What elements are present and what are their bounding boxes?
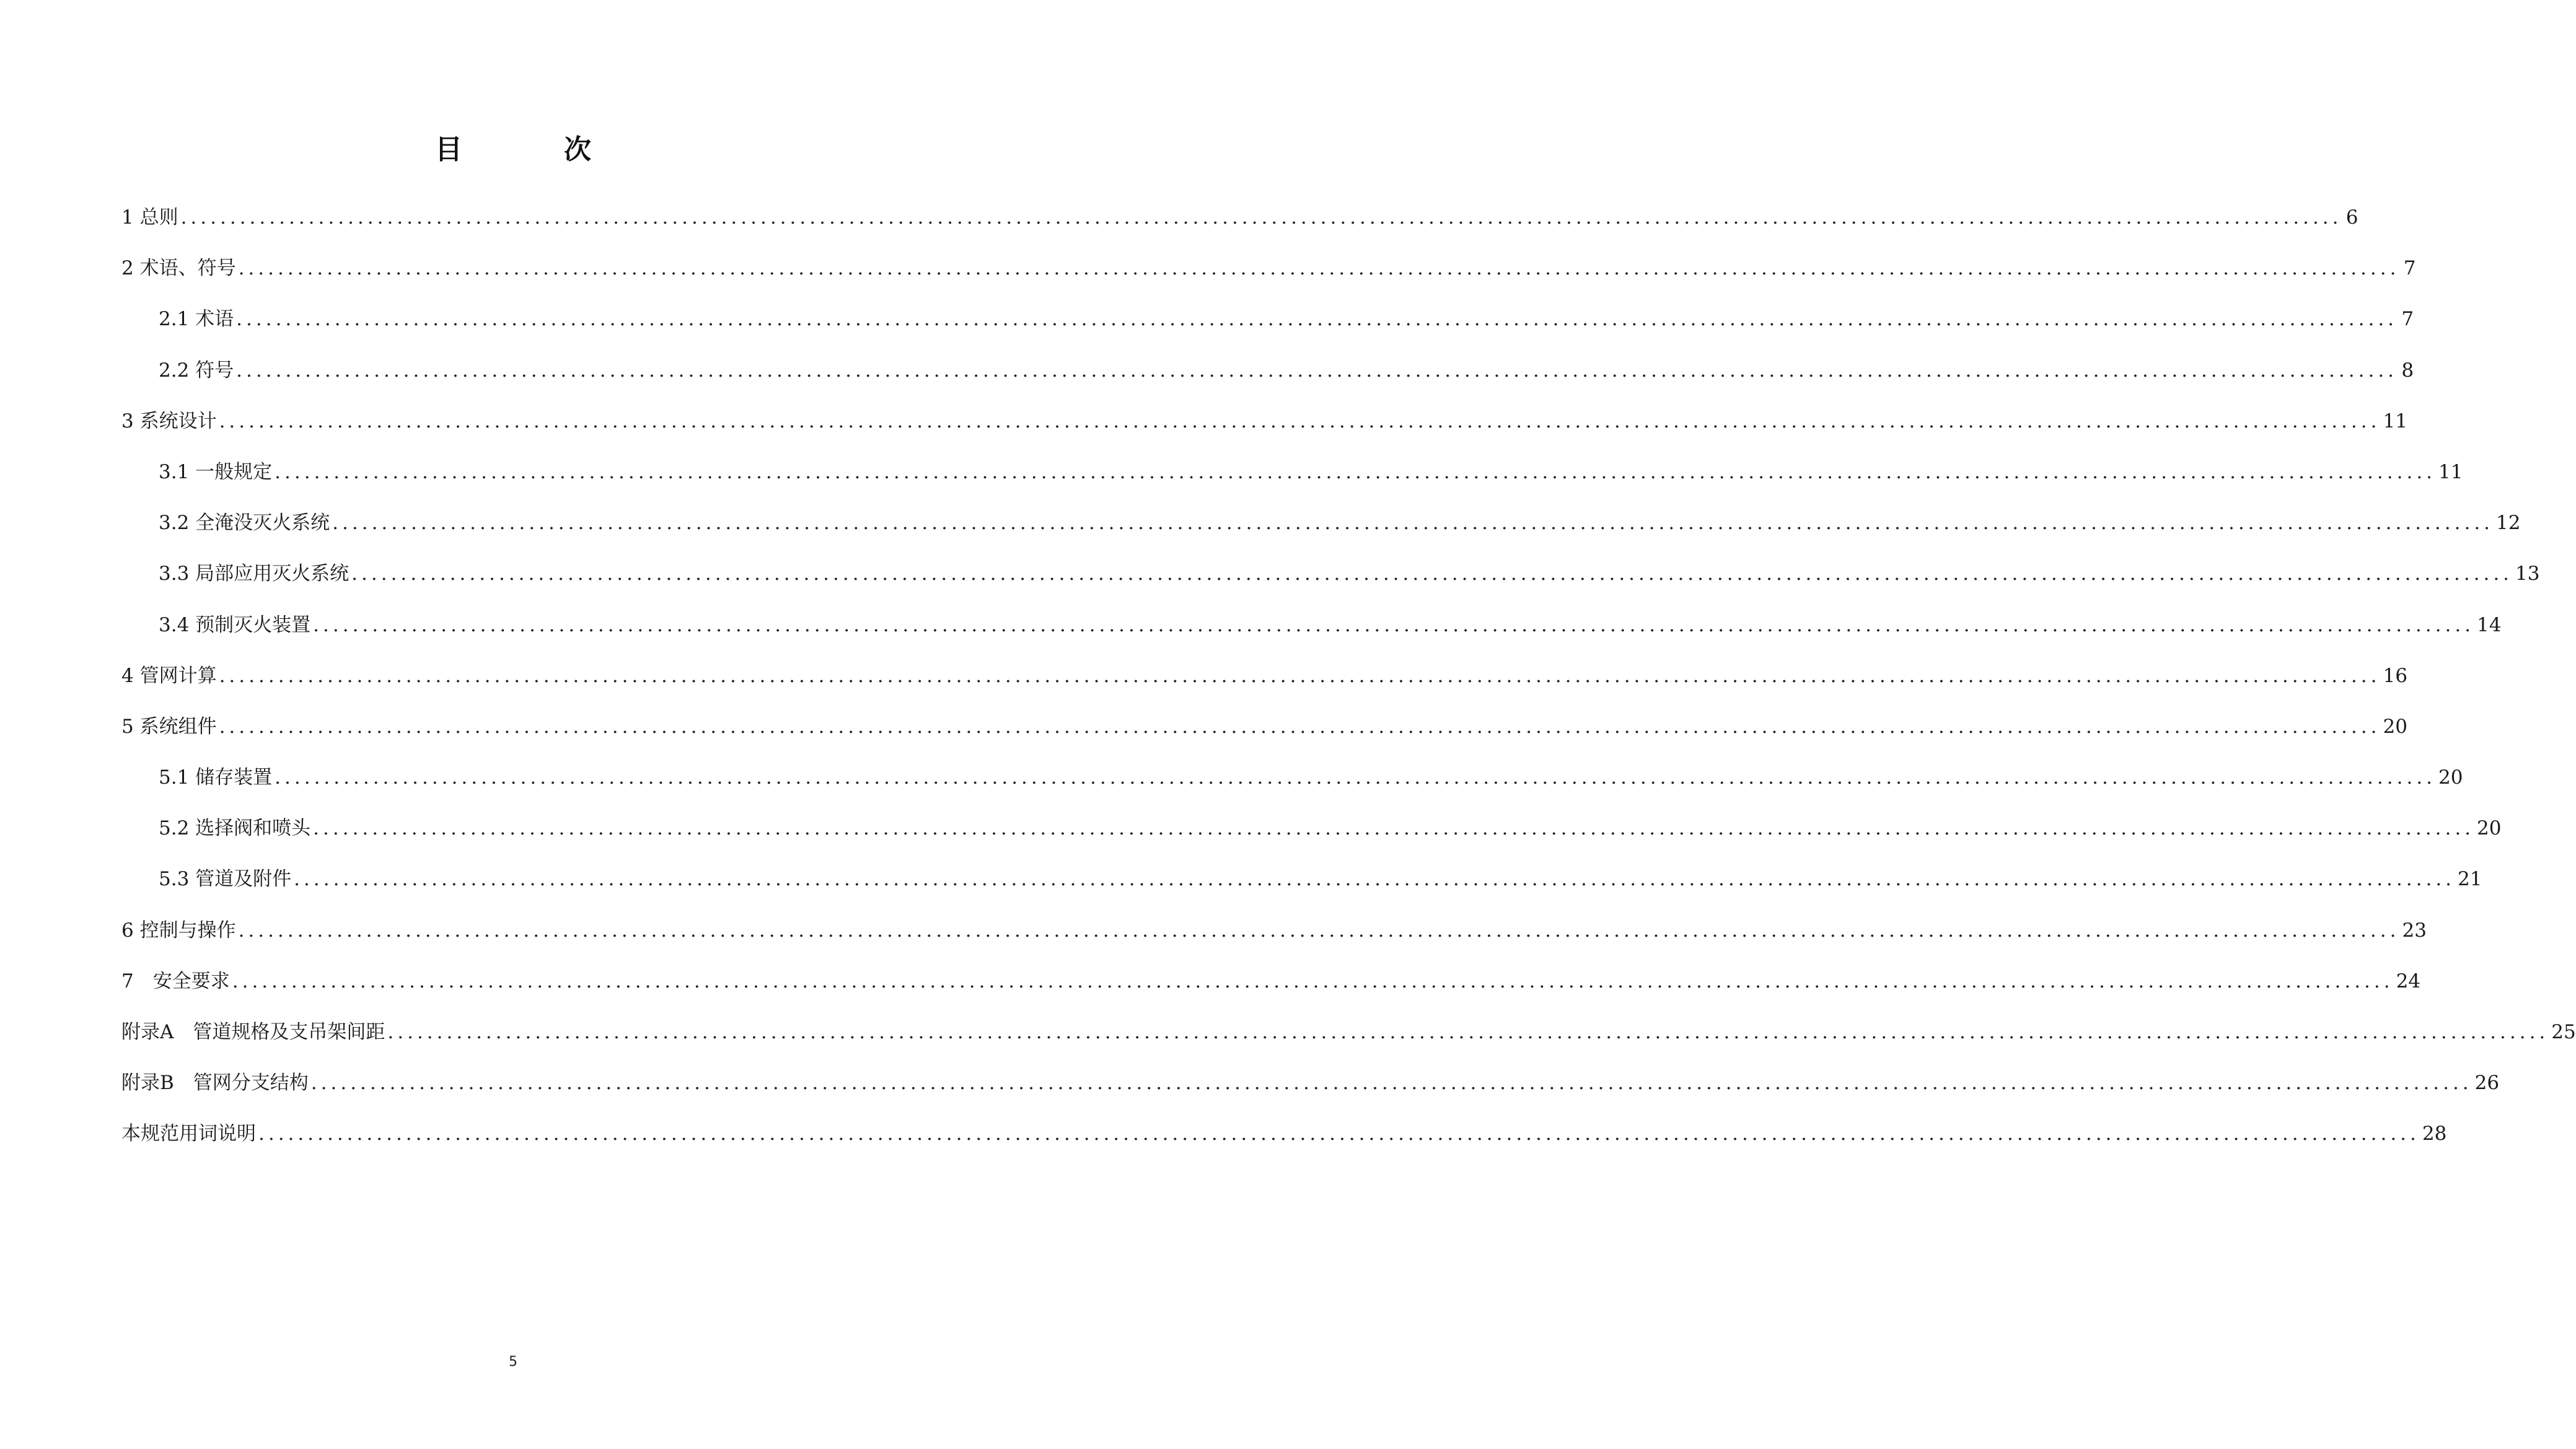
toc-entry-label: 2 术语、符号 [121, 257, 236, 280]
toc-entry[interactable] [121, 294, 2414, 344]
toc-entry-label: 3.3 局部应用灭火系统 [159, 563, 349, 585]
toc-entry-page: 23 [2402, 919, 2427, 942]
toc-leader-dots: ............................................................................................................................................................................................................................ [219, 715, 2381, 738]
toc-entry-label: 5 系统组件 [121, 715, 217, 738]
toc-entry-label: 5.1 储存装置 [159, 766, 273, 789]
toc-entry-label: 5.2 选择阀和喷头 [159, 817, 311, 840]
toc-entry[interactable] [121, 396, 2407, 447]
toc-entry-label: 1 总则 [121, 206, 178, 229]
toc-entry-label: 3.4 预制灭火装置 [159, 613, 311, 636]
toc-entry[interactable] [121, 447, 2463, 497]
toc-entry-label: 4 管网计算 [121, 664, 217, 687]
toc-leader-dots: ............................................................................................................................................................................................................................ [236, 308, 2398, 331]
toc-entry[interactable] [121, 956, 2421, 1007]
toc-leader-dots: ............................................................................................................................................................................................................................ [313, 613, 2475, 636]
toc-leader-dots: ............................................................................................................................................................................................................................ [351, 563, 2513, 585]
toc-entry[interactable] [121, 600, 2502, 650]
toc-entry-page: 25 [2551, 1021, 2576, 1043]
toc-leader-dots: ............................................................................................................................................................................................................................ [238, 257, 2400, 280]
toc-entry[interactable] [121, 192, 2358, 243]
toc-entry[interactable] [121, 650, 2407, 701]
toc-entry[interactable] [121, 1057, 2500, 1108]
toc-title: 目 次 [435, 134, 628, 165]
toc-entry-page: 13 [2515, 563, 2540, 585]
toc-entry-label: 3 系统设计 [121, 409, 217, 432]
toc-entry-page: 16 [2383, 664, 2407, 687]
toc-entry-page: 20 [2477, 817, 2502, 840]
toc-entry-page: 21 [2458, 868, 2482, 891]
toc-entry-label: 2.2 符号 [159, 359, 234, 382]
toc-entry-page: 20 [2383, 715, 2407, 738]
toc-entry-label: 附录A 管道规格及支吊架间距 [121, 1021, 385, 1043]
toc-leader-dots: ............................................................................................................................................................................................................................ [236, 359, 2398, 382]
toc-entry-page: 7 [2403, 257, 2416, 280]
toc-entry-page: 6 [2345, 206, 2358, 229]
toc-entry-page: 28 [2422, 1123, 2447, 1145]
toc-entry[interactable] [121, 548, 2540, 599]
toc-entry-label: 本规范用词说明 [121, 1123, 256, 1145]
toc-entry-page: 11 [2438, 460, 2463, 483]
toc-entry[interactable] [121, 243, 2416, 294]
toc-entry-page: 7 [2401, 308, 2414, 331]
toc-entry[interactable] [121, 701, 2407, 752]
toc-leader-dots: ............................................................................................................................................................................................................................ [219, 664, 2381, 687]
toc-entry-label: 3.2 全淹没灭火系统 [159, 512, 330, 535]
toc-entry-page: 24 [2396, 970, 2421, 992]
toc-entry[interactable] [121, 497, 2521, 548]
toc-entry-page: 8 [2401, 359, 2414, 382]
toc-entry-label: 3.1 一般规定 [159, 460, 273, 483]
toc-leader-dots: ............................................................................................................................................................................................................................ [232, 970, 2394, 992]
toc-entry[interactable] [121, 752, 2463, 803]
toc-entry[interactable] [121, 1108, 2447, 1159]
toc-entry[interactable] [121, 854, 2482, 904]
toc-entry-page: 14 [2477, 613, 2502, 636]
toc-entry-label: 5.3 管道及附件 [159, 868, 292, 891]
toc-entry-label: 2.1 术语 [159, 308, 234, 331]
toc-entry-label: 附录B 管网分支结构 [121, 1072, 309, 1095]
toc-list [121, 192, 2576, 1160]
page-number: 5 [509, 1354, 517, 1370]
toc-leader-dots: ............................................................................................................................................................................................................................ [275, 766, 2437, 789]
toc-leader-dots: ............................................................................................................................................................................................................................ [294, 868, 2456, 891]
toc-entry[interactable] [121, 345, 2414, 396]
toc-entry-label: 7 安全要求 [121, 970, 230, 992]
toc-entry-label: 6 控制与操作 [121, 919, 236, 942]
toc-leader-dots: ............................................................................................................................................................................................................................ [219, 409, 2381, 432]
toc-leader-dots: ............................................................................................................................................................................................................................ [258, 1123, 2420, 1145]
toc-entry[interactable] [121, 803, 2502, 854]
toc-leader-dots: ............................................................................................................................................................................................................................ [238, 919, 2400, 942]
toc-entry[interactable] [121, 905, 2427, 956]
toc-entry-page: 11 [2383, 409, 2407, 432]
toc-entry-page: 12 [2496, 512, 2521, 535]
toc-entry[interactable] [121, 1007, 2576, 1057]
toc-entry-page: 26 [2474, 1072, 2500, 1095]
toc-leader-dots: ............................................................................................................................................................................................................................ [313, 817, 2475, 840]
toc-entry-page: 20 [2438, 766, 2463, 789]
toc-leader-dots: ............................................................................................................................................................................................................................ [180, 206, 2342, 229]
toc-leader-dots: ............................................................................................................................................................................................................................ [332, 512, 2494, 535]
toc-leader-dots: ............................................................................................................................................................................................................................ [310, 1072, 2473, 1095]
toc-leader-dots: ............................................................................................................................................................................................................................ [387, 1021, 2549, 1043]
toc-leader-dots: ............................................................................................................................................................................................................................ [275, 460, 2437, 483]
